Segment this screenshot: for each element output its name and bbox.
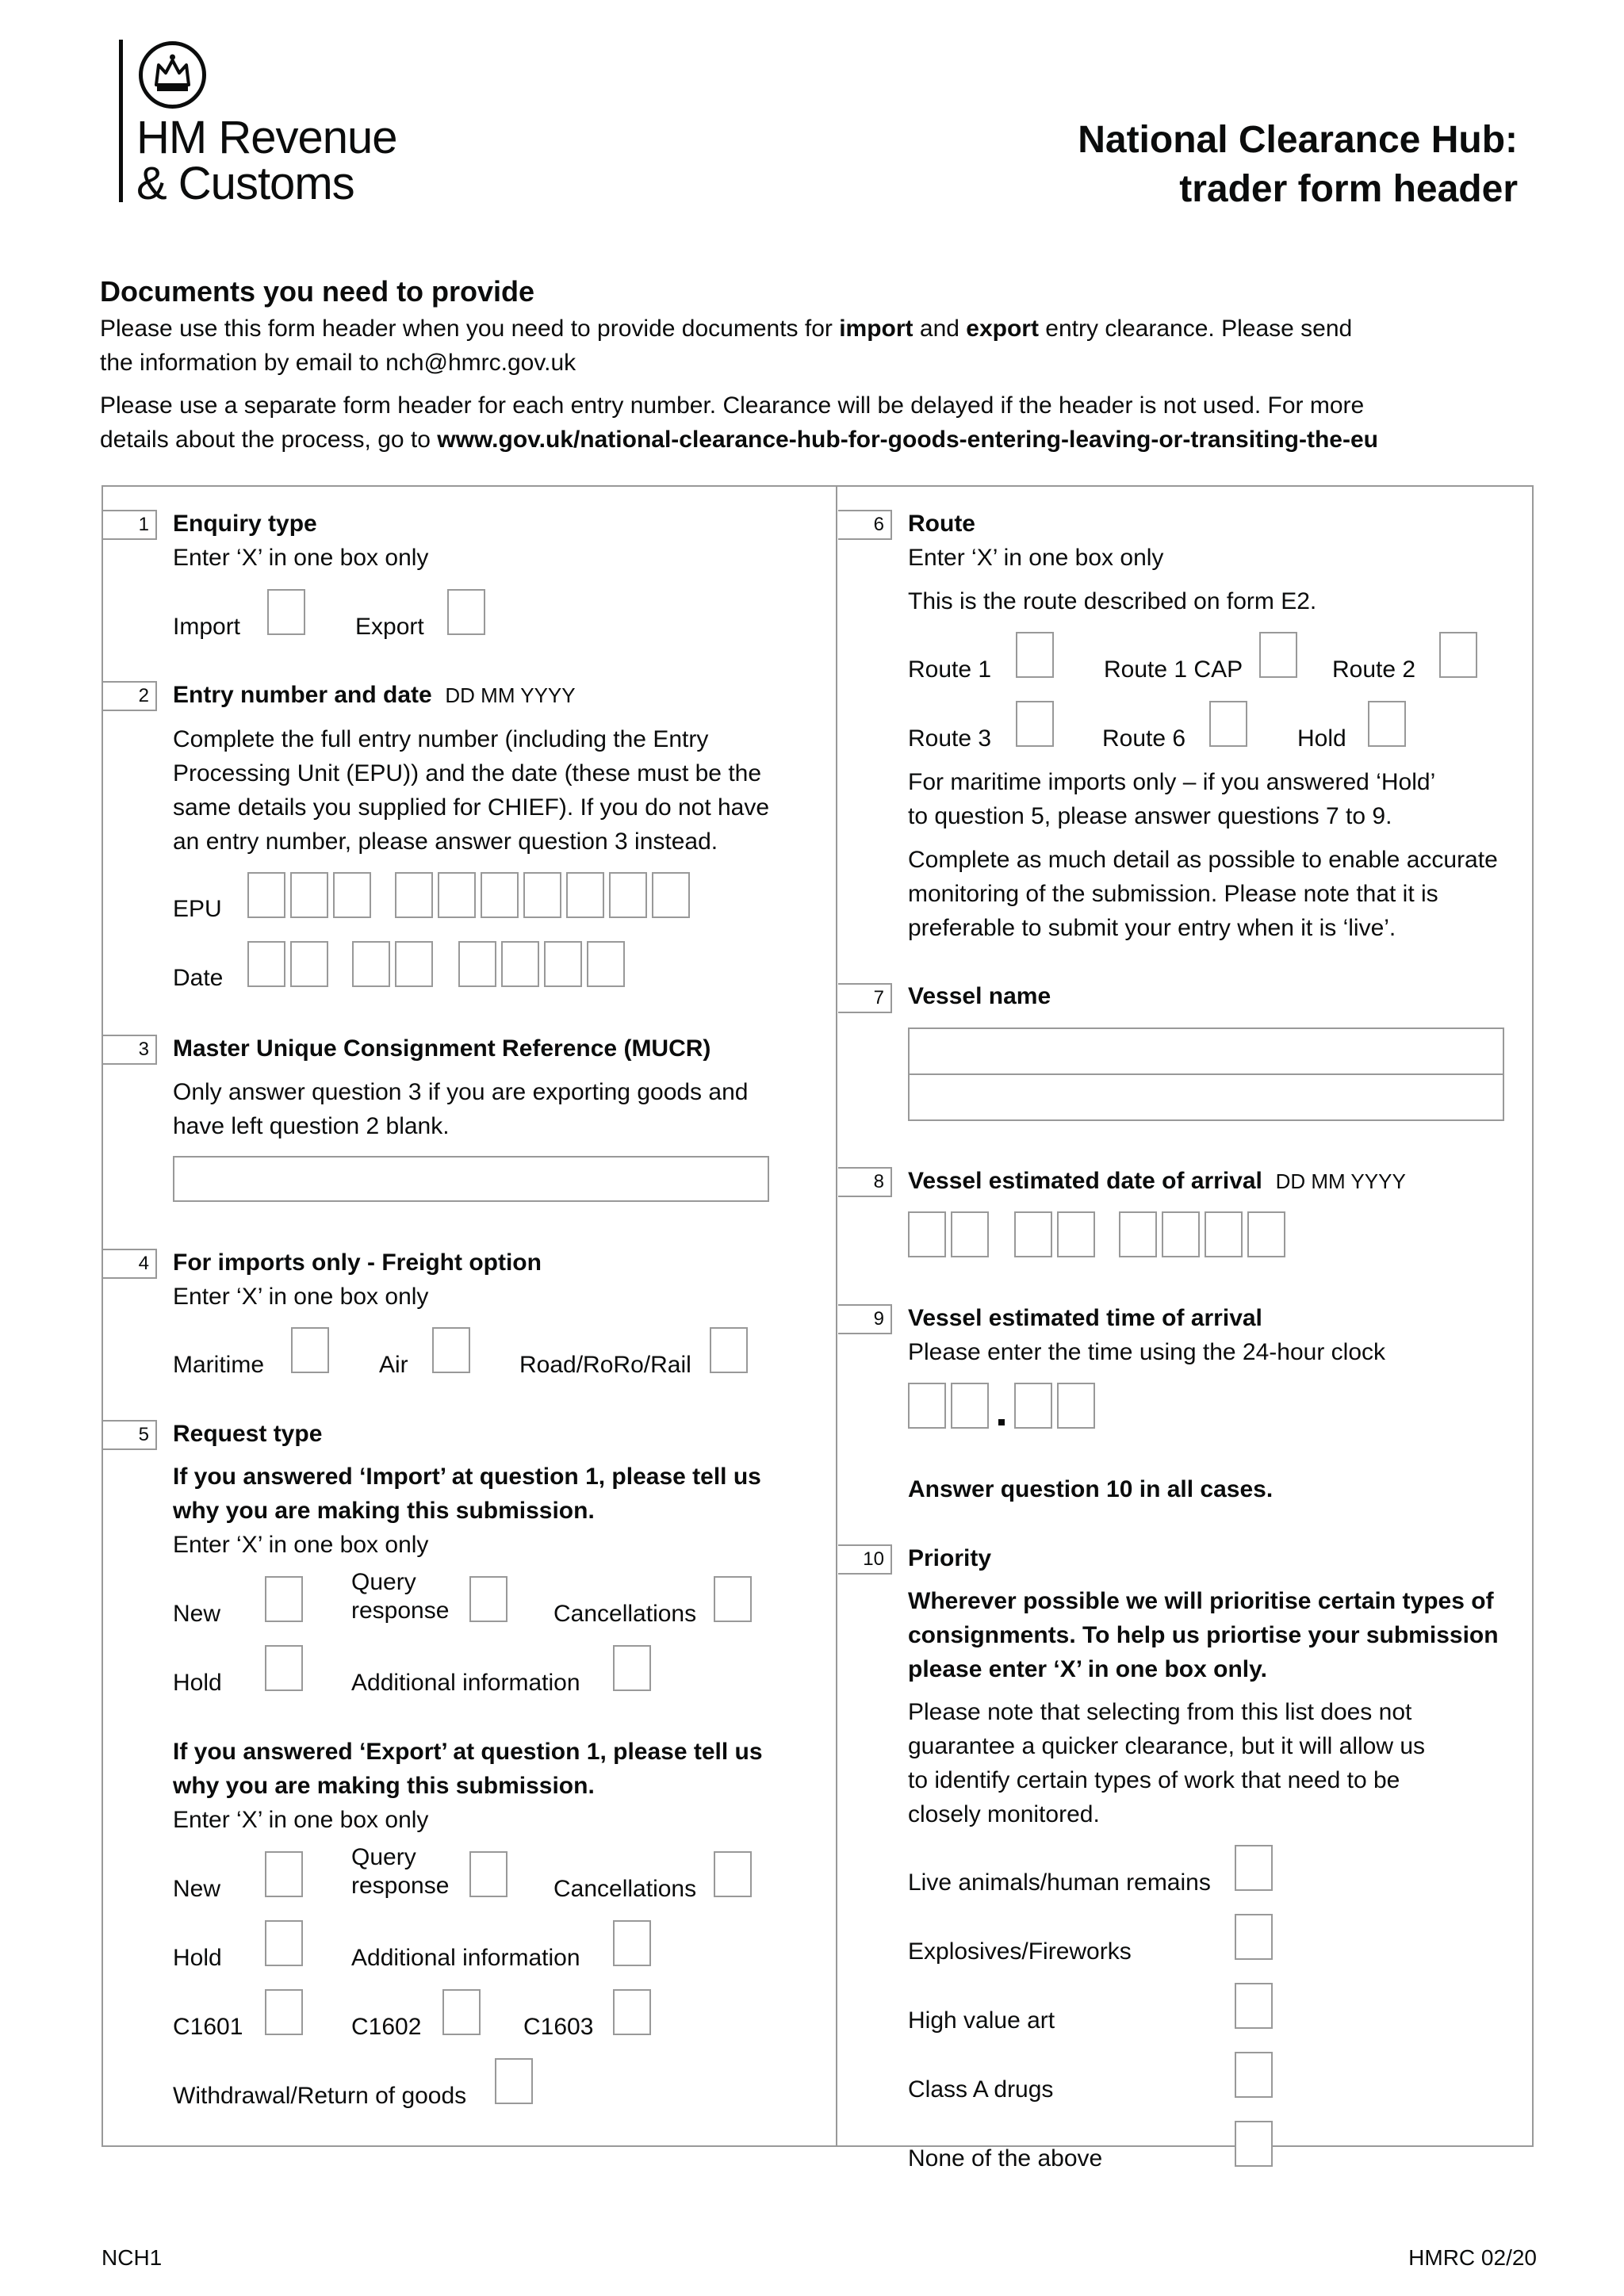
q4-air-label: Air	[379, 1352, 408, 1378]
q1-export-label: Export	[355, 614, 424, 640]
q1-export-checkbox[interactable]	[447, 589, 485, 635]
q5-import-line: why you are making this submission.	[173, 1498, 595, 1524]
arrival-time-digit-box[interactable]	[951, 1383, 989, 1429]
org-name-line2: & Customs	[136, 158, 354, 209]
date-digit-box[interactable]	[395, 941, 433, 987]
q1-import-checkbox[interactable]	[267, 589, 305, 635]
date-digit-box[interactable]	[290, 941, 328, 987]
route6-checkbox[interactable]	[1209, 701, 1247, 747]
q2-epu-label: EPU	[173, 896, 222, 922]
route1cap-label: Route 1 CAP	[1104, 656, 1243, 683]
q5-import-query-label	[351, 1568, 449, 1625]
q4-air-checkbox[interactable]	[432, 1327, 470, 1373]
query-label-line: response	[351, 1598, 450, 1624]
route-hold-label: Hold	[1297, 725, 1346, 752]
intro-text: details about the process, go to	[100, 427, 438, 453]
q6-description: This is the route described on form E2.	[908, 588, 1317, 614]
q3-desc-line: have left question 2 blank.	[173, 1113, 450, 1139]
q2-date-format: DD MM YYYY	[445, 683, 576, 707]
route1-checkbox[interactable]	[1016, 632, 1054, 678]
entry-digit-box[interactable]	[609, 872, 647, 918]
q1-import-label: Import	[173, 614, 241, 640]
q4-maritime-label: Maritime	[173, 1352, 265, 1378]
q8-title	[908, 1164, 1406, 1199]
entry-digit-box[interactable]	[566, 872, 604, 918]
form-title-line1: National Clearance Hub:	[1078, 119, 1518, 161]
route6-label: Route 6	[1102, 725, 1186, 752]
q5-export-cancellations-checkbox[interactable]	[714, 1851, 752, 1897]
q6-maritime-line: to question 5, please answer questions 7 to 9.	[908, 803, 1392, 829]
logo-bar	[119, 40, 123, 202]
date-digit-box[interactable]	[352, 941, 390, 987]
query-label-line: response	[351, 1873, 450, 1899]
q2-title	[173, 678, 576, 713]
q10-title: Priority	[908, 1545, 992, 1571]
q2-description	[173, 722, 769, 859]
q3-title: Master Unique Consignment Reference (MUCR)	[173, 1035, 711, 1062]
date-digit-box[interactable]	[458, 941, 496, 987]
q5-import-line: If you answered ‘Import’ at question 1, please tell us	[173, 1464, 761, 1490]
epu-digit-box[interactable]	[333, 872, 371, 918]
q10-instruction-line: consignments. To help us priortise your submission	[908, 1622, 1499, 1648]
arrival-date-digit-box[interactable]	[1205, 1211, 1243, 1257]
query-label-line: Query	[351, 1844, 416, 1870]
question-number: 3	[103, 1035, 157, 1065]
q4-road-checkbox[interactable]	[710, 1327, 748, 1373]
route3-checkbox[interactable]	[1016, 701, 1054, 747]
q5-c1603-checkbox[interactable]	[613, 1989, 651, 2035]
q4-hint: Enter ‘X’ in one box only	[173, 1284, 429, 1310]
q6-detail-line: preferable to submit your entry when it is ‘live’.	[908, 915, 1396, 941]
arrival-date-digit-box[interactable]	[951, 1211, 989, 1257]
q10-note	[908, 1695, 1425, 1831]
q5-title: Request type	[173, 1421, 323, 1447]
vessel-name-input-line2[interactable]	[908, 1073, 1504, 1121]
date-digit-box[interactable]	[587, 941, 625, 987]
q5-export-query-checkbox[interactable]	[469, 1851, 508, 1897]
entry-digit-box[interactable]	[481, 872, 519, 918]
date-digit-box[interactable]	[247, 941, 285, 987]
arrival-date-digit-box[interactable]	[1247, 1211, 1285, 1257]
q5-export-additional-checkbox[interactable]	[613, 1920, 651, 1966]
question-number: 5	[103, 1420, 157, 1450]
q10-instruction-line: Wherever possible we will prioritise certain types of	[908, 1588, 1494, 1614]
arrival-time-digit-box[interactable]	[1014, 1383, 1052, 1429]
q3-desc-line: Only answer question 3 if you are exporting goods and	[173, 1079, 749, 1105]
intro-text: entry clearance. Please send	[1038, 316, 1353, 342]
q6-title: Route	[908, 511, 975, 537]
q5-import-new-checkbox[interactable]	[265, 1576, 303, 1622]
entry-digit-box[interactable]	[438, 872, 476, 918]
q8-title-text: Vessel estimated date of arrival	[908, 1168, 1262, 1194]
q5-export-hint: Enter ‘X’ in one box only	[173, 1807, 429, 1833]
date-digit-box[interactable]	[501, 941, 539, 987]
q4-maritime-checkbox[interactable]	[291, 1327, 329, 1373]
q10-intro: Answer question 10 in all cases.	[908, 1476, 1274, 1502]
question-number: 6	[838, 510, 892, 540]
priority-drugs-checkbox[interactable]	[1235, 2052, 1273, 2098]
q5-import-query-checkbox[interactable]	[469, 1576, 508, 1622]
q6-maritime-line: For maritime imports only – if you answered ‘Hold’	[908, 769, 1436, 795]
entry-digit-box[interactable]	[523, 872, 561, 918]
form-version: HMRC 02/20	[1408, 2245, 1537, 2270]
form-title	[1078, 116, 1518, 214]
q5-withdrawal-checkbox[interactable]	[495, 2058, 533, 2104]
question-number: 9	[838, 1304, 892, 1334]
arrival-date-digit-box[interactable]	[908, 1211, 946, 1257]
q10-note-line: guarantee a quicker clearance, but it will allow us	[908, 1733, 1426, 1759]
q5-export-additional-label: Additional information	[351, 1945, 580, 1971]
q2-date-label: Date	[173, 965, 224, 991]
q10-instruction-line: please enter ‘X’ in one box only.	[908, 1656, 1267, 1682]
mucr-input[interactable]	[173, 1156, 769, 1202]
gov-uk-link[interactable]: www.gov.uk/national-clearance-hub-for-goods-entering-leaving-or-transiting-the-eu	[437, 427, 1378, 453]
q9-title: Vessel estimated time of arrival	[908, 1305, 1262, 1331]
q8-date-format: DD MM YYYY	[1275, 1169, 1406, 1193]
intro-text: Please use this form header when you need to provide documents for	[100, 316, 840, 342]
q5-import-instruction	[173, 1460, 761, 1528]
q5-export-line: why you are making this submission.	[173, 1773, 595, 1799]
q6-hint: Enter ‘X’ in one box only	[908, 545, 1164, 571]
q4-road-label: Road/RoRo/Rail	[519, 1352, 691, 1378]
q5-import-cancellations-checkbox[interactable]	[714, 1576, 752, 1622]
q5-import-additional-label: Additional information	[351, 1670, 580, 1696]
q5-export-cancellations-label: Cancellations	[553, 1876, 697, 1902]
q5-export-hold-checkbox[interactable]	[265, 1920, 303, 1966]
question-number: 7	[838, 983, 892, 1013]
q1-title: Enquiry type	[173, 511, 317, 537]
q4-title: For imports only - Freight option	[173, 1249, 542, 1276]
q10-note-line: Please note that selecting from this list does not	[908, 1699, 1412, 1725]
arrival-time-digit-box[interactable]	[908, 1383, 946, 1429]
org-name	[136, 112, 397, 209]
arrival-date-digit-box[interactable]	[1057, 1211, 1095, 1257]
q5-c1601-label: C1601	[173, 2014, 243, 2040]
q10-note-line: closely monitored.	[908, 1801, 1100, 1827]
arrival-time-digit-box[interactable]	[1057, 1383, 1095, 1429]
priority-live-animals-label: Live animals/human remains	[908, 1869, 1211, 1896]
q6-detail-line: monitoring of the submission. Please note that it is	[908, 881, 1438, 907]
q5-export-query-label	[351, 1843, 449, 1900]
route1-label: Route 1	[908, 656, 992, 683]
epu-digit-box[interactable]	[247, 872, 285, 918]
q5-withdrawal-label: Withdrawal/Return of goods	[173, 2083, 467, 2109]
q2-title-text: Entry number and date	[173, 682, 432, 708]
q10-instruction	[908, 1584, 1499, 1686]
time-separator	[998, 1419, 1005, 1425]
intro-heading: Documents you need to provide	[100, 275, 535, 308]
q5-hint: Enter ‘X’ in one box only	[173, 1532, 429, 1558]
q6-detail-line: Complete as much detail as possible to enable accurate	[908, 847, 1498, 873]
q5-c1603-label: C1603	[523, 2014, 594, 2040]
route-hold-checkbox[interactable]	[1368, 701, 1406, 747]
form-title-line2: trader form header	[1179, 168, 1518, 210]
column-divider	[836, 485, 837, 2147]
q5-export-instruction	[173, 1735, 763, 1803]
priority-none-label: None of the above	[908, 2145, 1103, 2172]
q5-c1601-checkbox[interactable]	[265, 1989, 303, 2035]
route2-checkbox[interactable]	[1439, 632, 1477, 678]
q2-desc-line: same details you supplied for CHIEF). If you do not have	[173, 794, 770, 821]
q5-export-new-checkbox[interactable]	[265, 1851, 303, 1897]
question-number: 10	[838, 1544, 892, 1575]
priority-explosives-checkbox[interactable]	[1235, 1914, 1273, 1960]
intro-export: export	[966, 316, 1039, 342]
q5-import-hold-label: Hold	[173, 1670, 222, 1696]
q5-import-additional-checkbox[interactable]	[613, 1645, 651, 1691]
q1-hint: Enter ‘X’ in one box only	[173, 545, 429, 571]
royal-crest-icon	[139, 41, 206, 109]
q6-detail-note	[908, 843, 1498, 945]
route2-label: Route 2	[1332, 656, 1416, 683]
priority-live-animals-checkbox[interactable]	[1235, 1845, 1273, 1891]
q5-import-cancellations-label: Cancellations	[553, 1601, 697, 1627]
intro-text: Please use a separate form header for each entry number. Clearance will be delayed if the header is not used. For more	[100, 392, 1365, 419]
entry-digit-box[interactable]	[395, 872, 433, 918]
date-digit-box[interactable]	[544, 941, 582, 987]
q5-export-line: If you answered ‘Export’ at question 1, please tell us	[173, 1739, 763, 1765]
vessel-name-input-line1[interactable]	[908, 1027, 1504, 1075]
arrival-date-digit-box[interactable]	[1014, 1211, 1052, 1257]
q2-desc-line: Processing Unit (EPU)) and the date (these must be the	[173, 760, 762, 786]
intro-paragraph-2	[100, 388, 1527, 457]
q3-description	[173, 1075, 748, 1143]
route3-label: Route 3	[908, 725, 992, 752]
route1cap-checkbox[interactable]	[1259, 632, 1297, 678]
intro-import: import	[839, 316, 914, 342]
question-number: 4	[103, 1249, 157, 1279]
q7-title: Vessel name	[908, 983, 1051, 1009]
q6-maritime-note	[908, 765, 1435, 833]
priority-art-checkbox[interactable]	[1235, 1983, 1273, 2029]
q5-import-hold-checkbox[interactable]	[265, 1645, 303, 1691]
q2-desc-line: an entry number, please answer question 3 instead.	[173, 828, 718, 855]
epu-digit-box[interactable]	[290, 872, 328, 918]
q5-export-hold-label: Hold	[173, 1945, 222, 1971]
q5-export-new-label: New	[173, 1876, 221, 1902]
q10-note-line: to identify certain types of work that need to be	[908, 1767, 1400, 1793]
arrival-date-digit-box[interactable]	[1162, 1211, 1200, 1257]
q5-c1602-checkbox[interactable]	[442, 1989, 481, 2035]
intro-text: and	[913, 316, 967, 342]
q2-desc-line: Complete the full entry number (including the Entry	[173, 726, 709, 752]
intro-paragraph-1	[100, 312, 1527, 380]
priority-drugs-label: Class A drugs	[908, 2076, 1054, 2103]
q5-c1602-label: C1602	[351, 2014, 422, 2040]
entry-digit-box[interactable]	[652, 872, 690, 918]
priority-explosives-label: Explosives/Fireworks	[908, 1938, 1132, 1965]
org-name-line1: HM Revenue	[136, 112, 397, 163]
priority-none-checkbox[interactable]	[1235, 2121, 1273, 2167]
question-number: 2	[103, 681, 157, 711]
question-number: 8	[838, 1167, 892, 1197]
query-label-line: Query	[351, 1569, 416, 1595]
arrival-date-digit-box[interactable]	[1119, 1211, 1157, 1257]
intro-email-line: the information by email to nch@hmrc.gov.uk	[100, 350, 576, 376]
question-number: 1	[103, 510, 157, 540]
priority-art-label: High value art	[908, 2007, 1055, 2034]
q9-hint: Please enter the time using the 24-hour clock	[908, 1339, 1386, 1365]
form-code: NCH1	[102, 2245, 163, 2270]
q5-import-new-label: New	[173, 1601, 221, 1627]
